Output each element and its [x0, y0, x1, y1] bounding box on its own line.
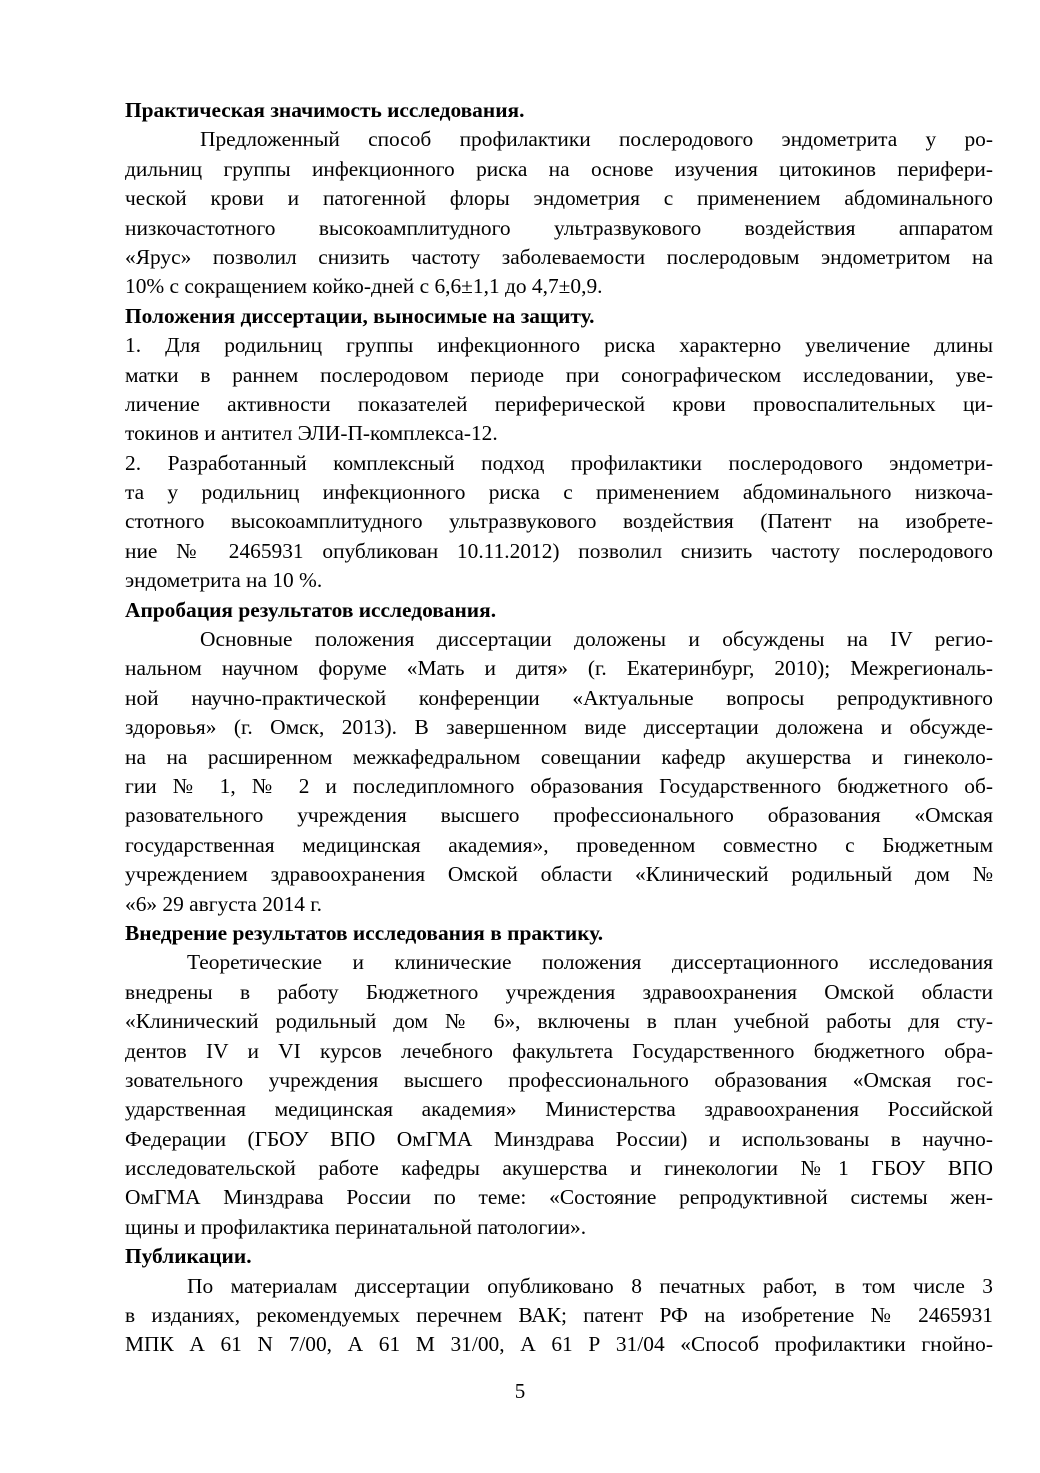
section-heading: Внедрение результатов исследования в практику.: [125, 920, 604, 945]
paragraph-line: внедрены в работу Бюджетного учреждения здравоохранения Омской области: [125, 979, 993, 1004]
section-practical-significance: [125, 96, 993, 302]
paragraph-line: дентов IV и VI курсов лечебного факультета Государственного бюджетного обра-: [125, 1038, 993, 1063]
section-heading: Апробация результатов исследования.: [125, 597, 497, 622]
paragraph-line: «Клинический родильный дом № 6», включены в план учебной работы для сту-: [125, 1009, 993, 1034]
paragraph-line: личение активности показателей периферической крови провоспалительных ци-: [125, 391, 993, 416]
paragraph-line: ОмГМА Минздрава России по теме: «Состояние репродуктивной системы жен-: [125, 1185, 993, 1210]
paragraph-line: Предложенный способ профилактики послеродового эндометрита у ро-: [200, 127, 993, 152]
paragraph-line: Теоретические и клинические положения диссертационного исследования: [187, 950, 993, 975]
paragraph-line: низкочастотного высокоамплитудного ультразвукового воздействия аппаратом: [125, 215, 993, 240]
section-heading: Публикации.: [125, 1244, 252, 1269]
paragraph-line: исследовательской работе кафедры акушерства и гинекологии №1 ГБОУ ВПО: [125, 1156, 993, 1181]
paragraph-line: та у родильниц инфекционного риска с применением абдоминального низкоча-: [125, 480, 993, 505]
paragraph-line: дильниц группы инфекционного риска на основе изучения цитокинов перифери-: [125, 156, 993, 181]
paragraph-line: ние № 2465931 опубликован 10.11.2012) позволил снизить частоту послеродового: [125, 538, 993, 563]
paragraph-line: нальном научном форуме «Мать и дитя» (г. Екатеринбург, 2010); Межрегиональ-: [125, 656, 993, 681]
document-page: [125, 96, 993, 1360]
paragraph-line: ударственная медицинская академия» Министерства здравоохранения Российской: [125, 1097, 993, 1122]
section-heading: Положения диссертации, выносимые на защиту.: [125, 303, 595, 328]
paragraph-line: на на расширенном межкафедральном совещании кафедр акушерства и гинеколо-: [125, 744, 993, 769]
paragraph-line: государственная медицинская академия», проведенном совместно с Бюджетным: [125, 832, 993, 857]
paragraph-line: здоровья» (г. Омск, 2013). В завершенном виде диссертации доложена и обсужде-: [125, 715, 993, 740]
paragraph-line: матки в раннем послеродовом периоде при сонографическом исследовании, уве-: [125, 362, 993, 387]
paragraph-line: эндометрита на 10 %.: [125, 568, 323, 593]
paragraph-line: 1. Для родильниц группы инфекционного риска характерно увеличение длины: [125, 333, 993, 358]
paragraph-line: «6» 29 августа 2014 г.: [125, 891, 323, 916]
paragraph-line: ческой крови и патогенной флоры эндометрия с применением абдоминального: [125, 186, 993, 211]
section-approbation: [125, 596, 993, 919]
section-heading: Практическая значимость исследования.: [125, 98, 525, 122]
paragraph-line: ной научно-практической конференции «Актуальные вопросы репродуктивного: [125, 685, 993, 710]
section-defense-theses: [125, 302, 993, 596]
page-number: 5: [514, 1379, 526, 1403]
paragraph-line: зовательного учреждения высшего профессионального образования «Омская гос-: [125, 1067, 993, 1092]
paragraph-line: в изданиях, рекомендуемых перечнем ВАК; патент РФ на изобретение № 2465931: [125, 1303, 993, 1328]
paragraph-line: «Ярус» позволил снизить частоту заболеваемости послеродовым эндометритом на: [125, 244, 993, 269]
paragraph-line: стотного высокоамплитудного ультразвукового воздействия (Патент на изобрете-: [125, 509, 993, 534]
paragraph-line: МПК А 61 N 7/00, А 61 М 31/00, А 61 Р 31/04 «Способ профилактики гнойно-: [125, 1332, 993, 1357]
paragraph-line: токинов и антител ЭЛИ-П-комплекса-12.: [125, 421, 498, 446]
paragraph-line: Федерации (ГБОУ ВПО ОмГМА Минздрава России) и использованы в научно-: [125, 1126, 993, 1151]
paragraph-line: По материалам диссертации опубликовано 8 печатных работ, в том числе 3: [187, 1273, 993, 1298]
paragraph-line: разовательного учреждения высшего профессионального образования «Омская: [125, 803, 993, 828]
section-implementation: [125, 919, 993, 1242]
paragraph-line: Основные положения диссертации доложены и обсуждены на IV регио-: [200, 627, 993, 652]
paragraph-line: гии № 1, № 2 и последипломного образования Государственного бюджетного об-: [125, 773, 993, 798]
paragraph-line: учреждением здравоохранения Омской области «Клинический родильный дом №: [125, 862, 993, 887]
paragraph-line: 2. Разработанный комплексный подход профилактики послеродового эндометри-: [125, 450, 993, 475]
paragraph-line: 10% с сокращением койко-дней с 6,6±1,1 до 4,7±0,9.: [125, 274, 603, 299]
section-publications: [125, 1242, 993, 1360]
paragraph-line: щины и профилактика перинатальной патологии».: [125, 1214, 587, 1239]
